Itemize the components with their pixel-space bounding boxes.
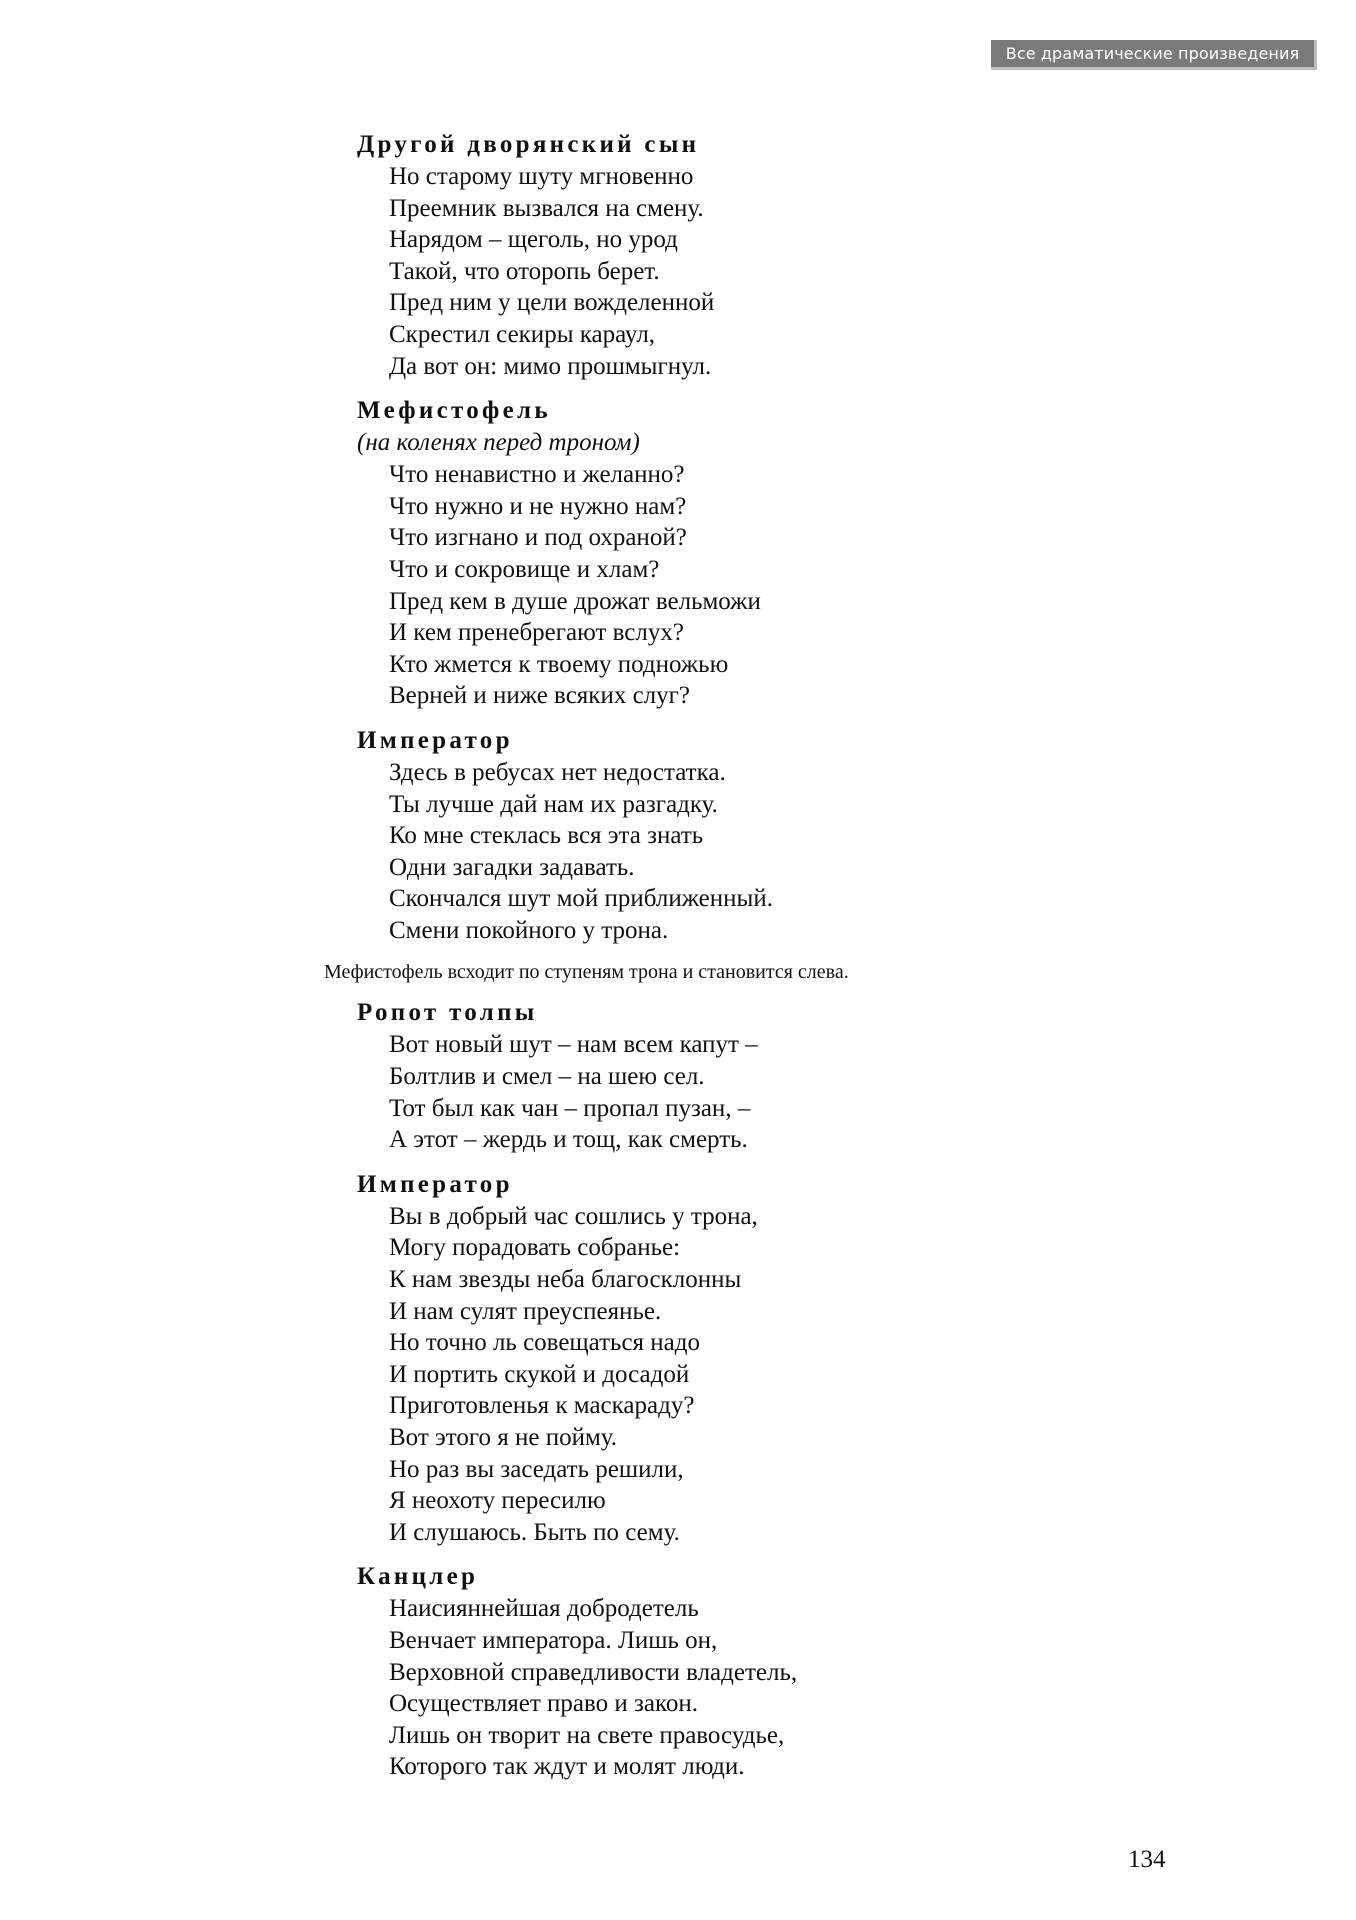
verse-line: Осуществляет право и закон. <box>389 1690 698 1718</box>
verse-line: Преемник вызвался на смену. <box>389 194 704 222</box>
speaker-name: Мефистофель <box>357 397 551 425</box>
verse-line: Болтлив и смел – на шею сел. <box>389 1063 705 1091</box>
verse-line: Венчает императора. Лишь он, <box>389 1626 718 1654</box>
verse-line: Ты лучше дай нам их разгадку. <box>389 790 718 818</box>
verse-line: Вот новый шут – нам всем капут – <box>389 1031 758 1059</box>
verse-line: Но точно ль совещаться надо <box>389 1329 700 1357</box>
verse <box>357 1029 1237 1155</box>
verse-line: Приготовленья к маскараду? <box>389 1392 695 1420</box>
verse-line: Которого так ждут и молят люди. <box>389 1753 745 1781</box>
speaker-name: Другой дворянский сын <box>357 131 700 158</box>
speaker-name: Канцлер <box>357 1563 479 1591</box>
verse-line: И нам сулят преуспеянье. <box>389 1297 662 1325</box>
verse <box>357 757 1237 947</box>
verse-line: Что ненавистно и желанно? <box>389 461 685 489</box>
speech-block <box>357 997 1237 1155</box>
verse-line: Что изгнано и под охраной? <box>389 524 687 552</box>
verse-line: Но раз вы заседать решили, <box>389 1455 684 1483</box>
verse-line: А этот – жердь и тощ, как смерть. <box>389 1126 748 1154</box>
verse <box>357 1593 1237 1783</box>
speaker-name: Император <box>357 1170 513 1198</box>
speaker-direction: (на коленях перед троном) <box>357 429 640 457</box>
verse-line: Верховной справедливости владетель, <box>389 1658 798 1686</box>
verse-line: Могу порадовать собранье: <box>389 1234 681 1262</box>
speaker-name: Ропот толпы <box>357 999 538 1027</box>
verse-line: Я неохоту пересилю <box>389 1487 606 1515</box>
verse-line: Скрестил секиры караул, <box>389 320 656 348</box>
verse-line: Нарядом – щеголь, но урод <box>389 226 678 254</box>
page-number: 134 <box>1128 1846 1166 1873</box>
verse-line: Смени покойного у трона. <box>389 916 669 944</box>
verse-line: Лишь он творит на свете правосудье, <box>389 1721 785 1749</box>
verse <box>357 1201 1237 1549</box>
verse-line: Кто жмется к твоему подножью <box>389 650 729 678</box>
verse-line: И портить скукой и досадой <box>389 1360 690 1388</box>
verse <box>357 459 1237 712</box>
verse-line: Верней и ниже всяких слуг? <box>389 682 691 710</box>
verse-line: Но старому шуту мгновенно <box>389 163 694 190</box>
speech-block <box>357 129 1237 382</box>
verse-line: Скончался шут мой приближенный. <box>389 885 773 913</box>
speech-block <box>357 395 1237 712</box>
verse-line: И слушаюсь. Быть по сему. <box>389 1518 680 1546</box>
speech-block <box>357 725 1237 947</box>
verse-line: Что и сокровище и хлам? <box>389 555 660 583</box>
verse-line: Пред кем в душе дрожат вельможи <box>389 587 761 615</box>
verse-line: Ко мне стеклась вся эта знать <box>389 822 704 850</box>
verse-line: Что нужно и не нужно нам? <box>389 492 687 520</box>
speech-block <box>357 1561 1237 1783</box>
verse-line: Вы в добрый час сошлись у трона, <box>389 1202 758 1230</box>
speech-block <box>357 1169 1237 1549</box>
verse-line: Пред ним у цели вожделенной <box>389 289 715 317</box>
verse-line: Здесь в ребусах нет недостатка. <box>389 758 726 786</box>
verse-line: К нам звезды неба благосклонны <box>389 1266 742 1294</box>
verse-line: Вот этого я не пойму. <box>389 1424 618 1451</box>
stage-direction: Мефистофель всходит по ступеням трона и становится слева. <box>324 961 849 984</box>
verse-line: Одни загадки задавать. <box>389 853 635 881</box>
section-label: Все драматические произведения <box>991 40 1317 70</box>
verse-line: Наисияннейшая добродетель <box>389 1595 699 1623</box>
verse-line: Тот был как чан – пропал пузан, – <box>389 1094 751 1122</box>
verse-line: И кем пренебрегают вслух? <box>389 619 684 647</box>
play-text <box>324 129 1237 1796</box>
verse <box>357 161 1237 382</box>
verse-line: Такой, что оторопь берет. <box>389 257 660 285</box>
speaker-name: Император <box>357 726 513 754</box>
verse-line: Да вот он: мимо прошмыгнул. <box>389 352 712 380</box>
